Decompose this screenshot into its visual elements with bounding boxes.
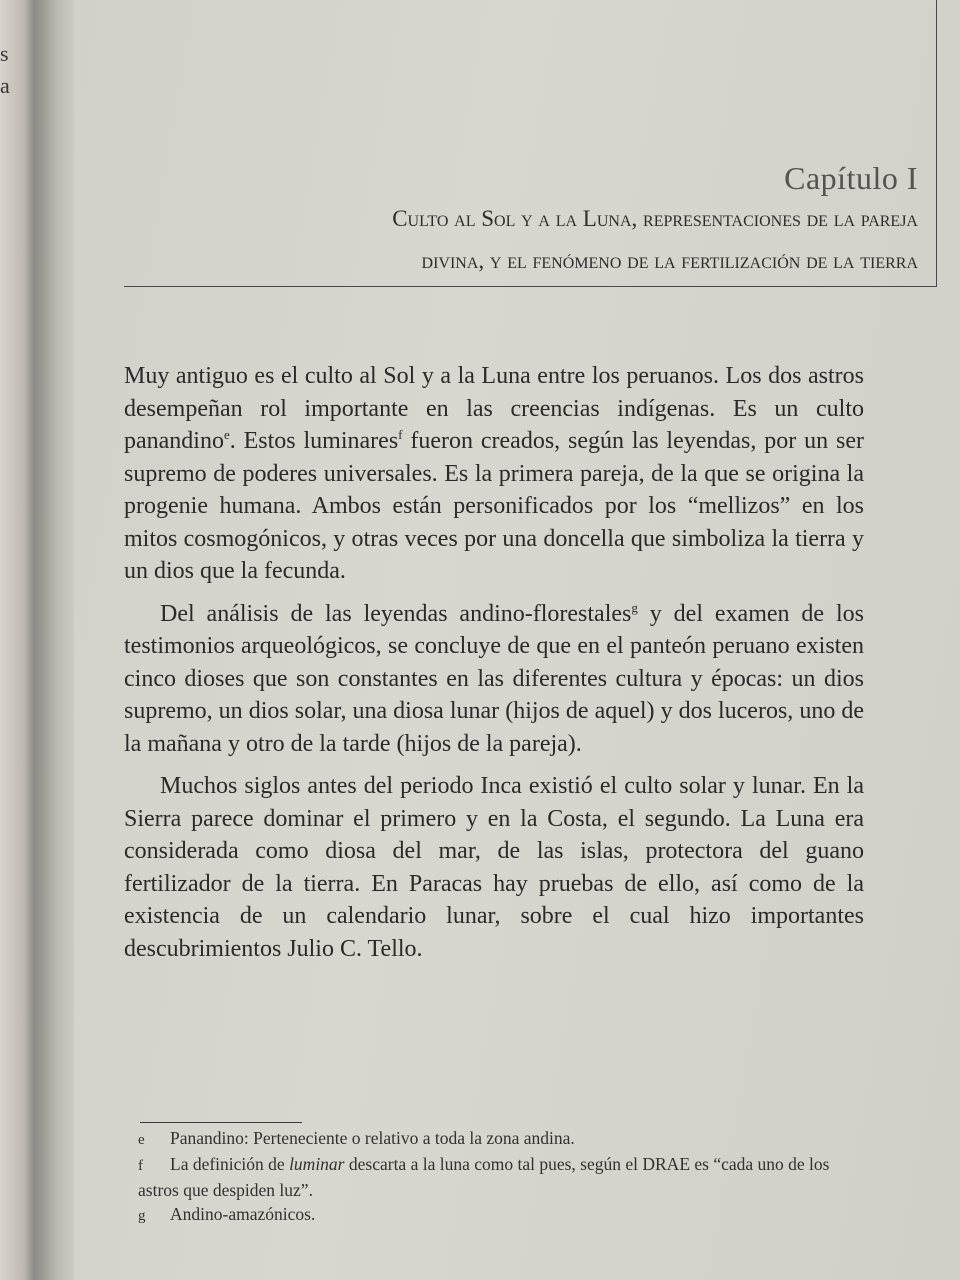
footnote-ref: e: [223, 427, 230, 442]
footnote-text: Andino-amazónicos.: [170, 1204, 316, 1224]
book-gutter: [34, 0, 74, 1280]
chapter-title: [178, 198, 918, 282]
paragraph-text: y del examen de los testimonios arqueológicos, se concluye de que en el panteón peruano existen cinco dioses que son constantes en las diferentes cultura y épocas: un dios supremo, un dios solar, una diosa lunar (hijos de aquel) y dos luceros, uno de la mañana y otro de la tarde (hijos de la pareja).: [124, 600, 864, 757]
footnote-text: Panandino: Perteneciente o relativo a toda la zona andina.: [170, 1128, 575, 1148]
paragraph-text: Muchos siglos antes del periodo Inca existió el culto solar y lunar. En la Sierra parece dominar el primero y en la Costa, el segundo. La Luna era considerada como diosa del mar, de las islas, protectora del guano fertilizador de la tierra. En Paracas hay pruebas de ello, así como de la existencia de un calendario lunar, sobre el cual hizo importantes descubrimientos Julio C. Tello.: [124, 773, 864, 962]
chapter-title-line-2: divina, y el fenómeno de la fertilización de la tierra: [421, 248, 918, 273]
paragraph-text: . Estos luminares: [229, 428, 399, 454]
footnote: [138, 1152, 858, 1202]
paragraph-text: Del análisis de las leyendas andino-florestales: [160, 600, 632, 627]
chapter-label: Capítulo I: [784, 160, 918, 196]
footnotes: [138, 1126, 858, 1228]
footnote-ref: g: [631, 599, 638, 615]
paragraph: [124, 360, 864, 588]
footnote-text: La definición de: [170, 1154, 290, 1174]
footnote-mark: g: [138, 1208, 146, 1224]
footnote: [138, 1202, 858, 1228]
footnote: [138, 1126, 858, 1152]
footnote-ref: f: [398, 427, 403, 442]
paragraph: [124, 598, 864, 761]
chapter-header: [124, 0, 937, 287]
chapter-title-line-1: Culto al Sol y a la Luna, representaciones de la pareja: [392, 206, 918, 231]
body-text: [124, 360, 864, 975]
footnote-mark: f: [138, 1158, 143, 1174]
adjacent-page-char: s: [0, 41, 9, 66]
paragraph-text: Muy antiguo es el culto al Sol y a la Luna entre los peruanos. Los dos astros desempeñan rol importante en las creencias indígenas. Es un culto panandino: [124, 363, 864, 454]
footnote-divider: [140, 1122, 302, 1123]
adjacent-page-text: [0, 38, 10, 102]
book-page: [74, 0, 960, 1280]
footnote-mark: e: [138, 1132, 145, 1148]
footnote-text: descarta a la luna como tal pues, según el DRAE es “cada uno de los astros que despiden luz”.: [138, 1154, 830, 1200]
paragraph-text: fueron creados, según las leyendas, por un ser supremo de poderes universales. Es la primera pareja, de la que se origina la progenie humana. Ambos están personificados por los “mellizos” en los mitos cosmogónicos, y otras veces por una doncella que simboliza la tierra y un dios que la fecunda.: [124, 428, 864, 584]
footnote-emphasis: luminar: [289, 1154, 345, 1174]
adjacent-page-edge: [0, 0, 34, 1280]
paragraph: [124, 770, 864, 965]
adjacent-page-char: a: [0, 73, 10, 98]
